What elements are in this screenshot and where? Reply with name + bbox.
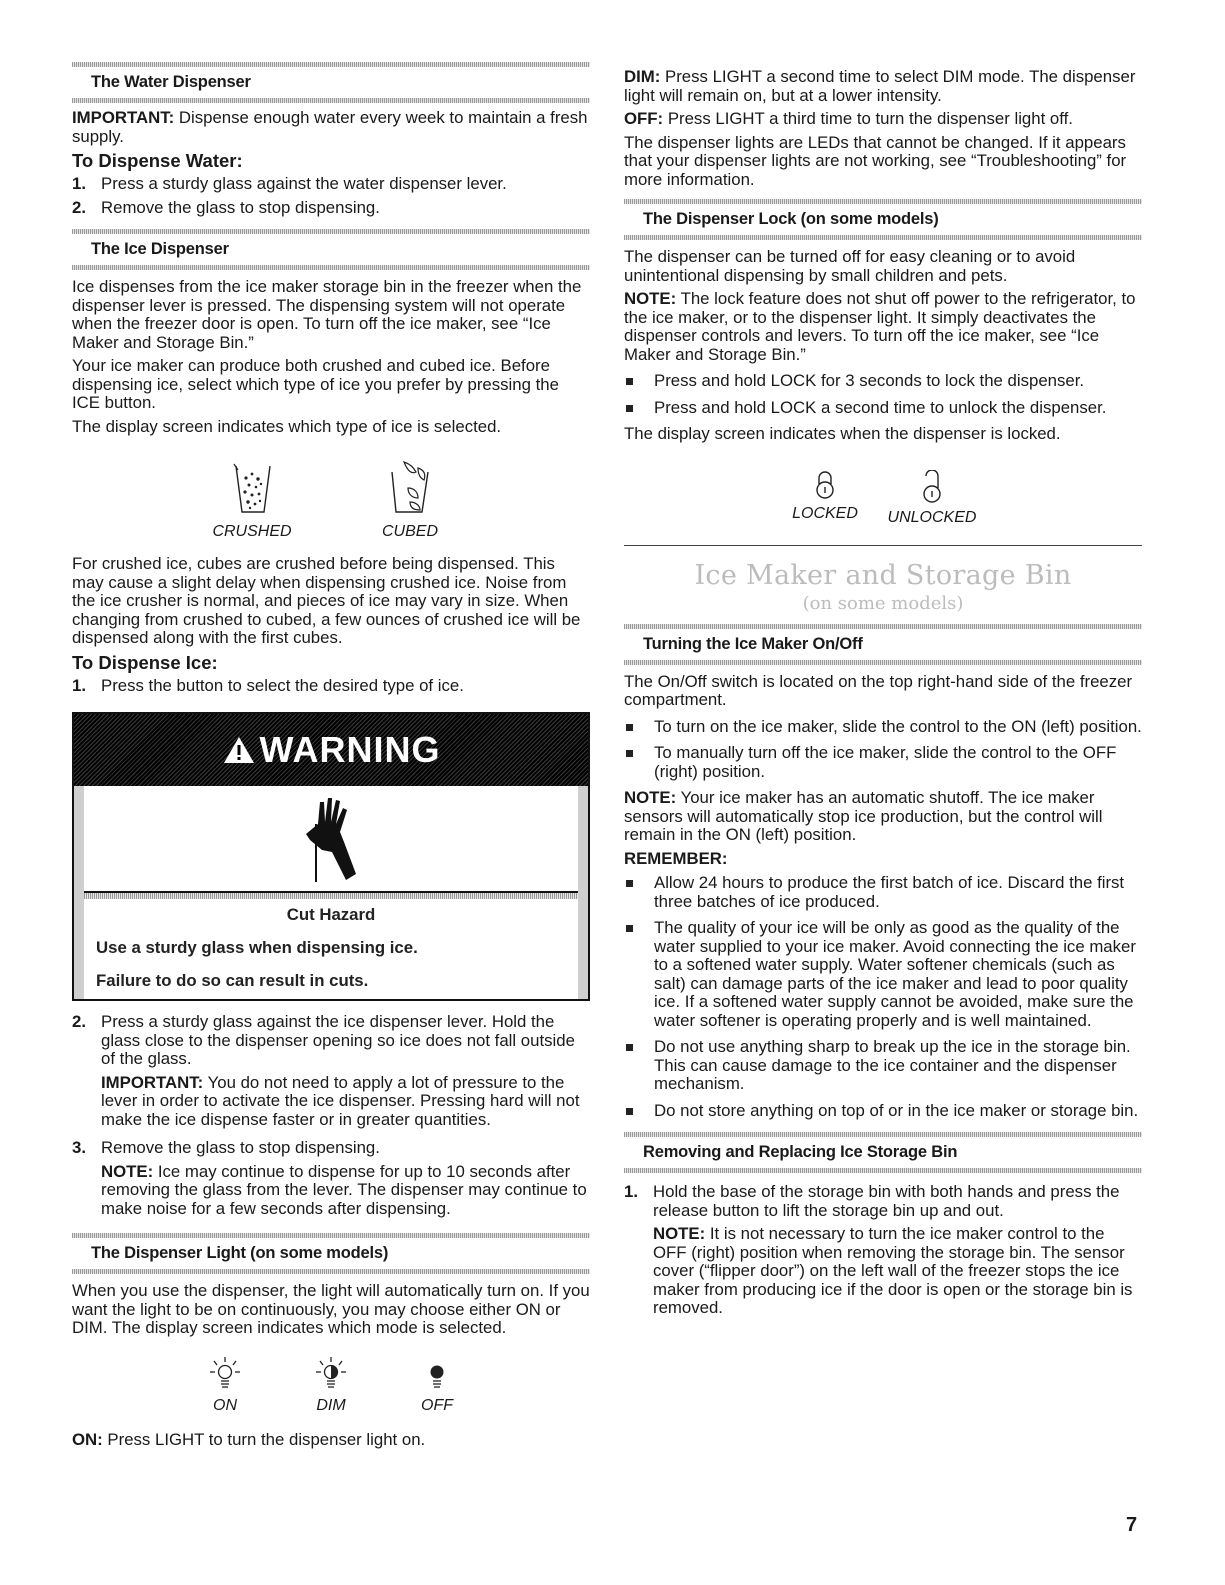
lock-icons <box>624 470 1142 527</box>
section-divider <box>624 545 1142 546</box>
locked-icon <box>814 470 836 500</box>
unlocked-caption: UNLOCKED <box>887 508 977 526</box>
warning-body <box>74 786 588 999</box>
section-rule <box>72 1269 590 1274</box>
warning-box <box>72 712 590 1001</box>
dim-option <box>290 1356 372 1415</box>
subheading: To Dispense Water: <box>72 150 243 171</box>
section-rule <box>624 1168 1142 1173</box>
unlocked-option <box>877 470 987 527</box>
step-note: NOTE: Ice may continue to dispense for up to 10 seconds after removing the glass from the lever. The dispenser may continue to make noise for a few seconds after dispensing. <box>101 1161 587 1218</box>
subheading: To Dispense Ice: <box>72 651 218 673</box>
dispenser-lock-header <box>624 199 1142 240</box>
locked-caption: LOCKED <box>792 504 858 522</box>
off-paragraph: OFF: Press LIGHT a third time to turn the dispenser light off. <box>624 109 1073 128</box>
on-paragraph: ON: Press LIGHT to turn the dispenser light on. <box>72 1429 426 1449</box>
dim-paragraph: DIM: Press LIGHT a second time to select DIM mode. The dispenser light will remain on, but at a lower intensity. <box>624 67 1136 105</box>
warning-triangle-icon <box>222 735 256 765</box>
cubed-ice-icon <box>386 458 434 518</box>
crushed-caption: CRUSHED <box>212 523 292 540</box>
step: 2. Remove the glass to stop dispensing. <box>72 197 380 217</box>
water-dispenser-header <box>72 62 590 103</box>
hazard-title: Cut Hazard <box>286 905 376 924</box>
right-column <box>624 68 1142 1328</box>
page-number: 7 <box>1126 1514 1138 1536</box>
dim-caption: DIM <box>316 1396 346 1414</box>
paragraph: The display screen indicates which type of ice is selected. <box>72 416 502 436</box>
step-note: IMPORTANT: You do not need to apply a lot of pressure to the lever in order to activate the ice dispenser. Pressing hard will not make the ice dispense faster or in greater quantities. <box>101 1072 580 1129</box>
warning-text <box>84 899 578 999</box>
step: 2. Press a sturdy glass against the ice dispenser lever. Hold the glass close to the dispenser opening so ice does not fall outside of the glass. IMPORTANT: You do not need to apply a lot of pressure to the lever in order to activate the ice dispenser. Pressing hard will not make the ice dispense faster or in greater quantities. <box>72 1013 590 1134</box>
turning-header <box>624 624 1142 665</box>
hazard-line: Use a sturdy glass when dispensing ice. <box>96 938 418 957</box>
bullet-item: Press and hold LOCK a second time to unlock the dispenser. <box>624 399 1142 418</box>
bullet-item: The quality of your ice will be only as good as the quality of the water supplied to your ice maker. Avoid connecting the ice maker to a softened water supply. Water softener chemicals (such as salt) can damage parts of the ice maker and lead to poor quality ice. If a softened water supply cannot be avoided, make sure the water softener is operating properly and is well maintained. <box>624 919 1142 1030</box>
cubed-caption: CUBED <box>381 523 438 540</box>
bullet-item: To manually turn off the ice maker, slide the control to the OFF (right) position. <box>624 744 1142 781</box>
note-paragraph: NOTE: Your ice maker has an automatic shutoff. The ice maker sensors will automatically stop ice production, but the control will remain in the ON (left) position. <box>624 788 1103 844</box>
on-option <box>184 1356 266 1415</box>
paragraph: Your ice maker can produce both crushed and cubed ice. Before dispensing ice, select which type of ice you prefer by pressing the ICE button. <box>72 356 559 412</box>
section-title: The Dispenser Lock (on some models) <box>643 210 939 228</box>
step: 1. Press a sturdy glass against the water dispenser lever. <box>72 174 507 193</box>
bullet-item: Do not store anything on top of or in the ice maker or storage bin. <box>624 1102 1142 1121</box>
note-paragraph: NOTE: The lock feature does not shut off power to the refrigerator, to the ice maker, or to the dispenser light. It simply deactivates the dispenser controls and levers. To turn off the ice maker, see “Ice Maker and Storage Bin.” <box>624 289 1136 364</box>
paragraph: The dispenser can be turned off for easy cleaning or to avoid unintentional dispensing by small children and pets. <box>624 247 1076 285</box>
warning-title: WARNING <box>259 729 441 770</box>
paragraph: The dispenser lights are LEDs that cannot be changed. If it appears that your dispenser lights are not working, see “Troubleshooting” for more information. <box>624 132 1127 189</box>
section-rule <box>624 235 1142 240</box>
dispenser-light-header <box>72 1233 590 1274</box>
paragraph: The On/Off switch is located on the top right-hand side of the freezer compartment. <box>624 671 1133 709</box>
on-caption: ON <box>213 1396 237 1414</box>
step: 3. Remove the glass to stop dispensing. NOTE: Ice may continue to dispense for up to 10 seconds after removing the glass from the lever. The dispenser may continue to make noise for a few seconds after dispensing. <box>72 1139 590 1223</box>
crushed-ice-icon <box>230 458 274 518</box>
step: 1. Press the button to select the desired type of ice. <box>72 675 464 695</box>
step: 1. Hold the base of the storage bin with both hands and press the release button to lift the storage bin up and out. NOTE: It is not necessary to turn the ice maker control to the OFF (right) position when removing the storage bin. The sensor cover (“flipper door”) on the left wall of the freezer stops the ice maker from producing ice if the door is open or the storage bin is removed. <box>624 1183 1142 1323</box>
section-title: The Water Dispenser <box>91 73 251 91</box>
step-note: NOTE: It is not necessary to turn the ice maker control to the OFF (right) position when removing the storage bin. The sensor cover (“flipper door”) on the left wall of the freezer stops the ice maker from producing ice if the door is open or the storage bin is removed. <box>653 1224 1133 1317</box>
unlocked-icon <box>921 470 943 504</box>
ice-maker-subtitle: (on some models) <box>802 592 964 614</box>
off-caption: OFF <box>421 1396 453 1414</box>
bulb-on-icon <box>208 1356 242 1392</box>
bulb-off-icon <box>420 1356 454 1392</box>
section-rule <box>72 98 590 103</box>
section-rule <box>624 660 1142 665</box>
warning-header <box>74 714 588 786</box>
removing-bin-header <box>624 1132 1142 1173</box>
left-column <box>72 62 590 1454</box>
cubed-option <box>360 458 460 541</box>
off-option <box>396 1356 478 1415</box>
locked-option <box>779 470 871 527</box>
light-mode-icons <box>72 1356 590 1415</box>
bullet-item: Do not use anything sharp to break up the ice in the storage bin. This can cause damage to the ice container and the dispenser mechanism. <box>624 1038 1142 1094</box>
ice-maker-title: Ice Maker and Storage Bin <box>694 559 1072 591</box>
section-title: Turning the Ice Maker On/Off <box>643 634 863 653</box>
paragraph: Ice dispenses from the ice maker storage bin in the freezer when the dispenser lever is pressed. The dispensing system will not operate when the freezer door is open. To turn off the ice maker, see “Ice Maker and Storage Bin.” <box>72 277 582 352</box>
section-title: The Ice Dispenser <box>91 240 229 258</box>
section-rule <box>72 265 590 270</box>
remember-label: REMEMBER: <box>624 848 728 868</box>
bullet-item: To turn on the ice maker, slide the control to the ON (left) position. <box>624 718 1142 737</box>
paragraph: The display screen indicates when the dispenser is locked. <box>624 424 1061 443</box>
bullet-item: Press and hold LOCK for 3 seconds to lock the dispenser. <box>624 372 1142 391</box>
bullet-item: Allow 24 hours to produce the first batch of ice. Discard the first three batches of ice produced. <box>624 874 1142 911</box>
ice-type-icons <box>72 458 590 541</box>
hazard-line: Failure to do so can result in cuts. <box>96 971 369 990</box>
warning-image <box>84 786 578 893</box>
important-paragraph: IMPORTANT: Dispense enough water every week to maintain a fresh supply. <box>72 108 588 146</box>
section-title: Removing and Replacing Ice Storage Bin <box>643 1143 958 1161</box>
paragraph: When you use the dispenser, the light will automatically turn on. If you want the light to be on continuously, you may choose either ON or DIM. The display screen indicates which mode is selected. <box>72 1281 590 1337</box>
section-title: The Dispenser Light (on some models) <box>91 1244 389 1262</box>
crushed-option <box>202 458 302 541</box>
ice-dispenser-header <box>72 229 590 270</box>
cut-hand-icon <box>296 794 366 884</box>
bulb-dim-icon <box>314 1356 348 1392</box>
paragraph: For crushed ice, cubes are crushed before being dispensed. This may cause a slight delay when dispensing crushed ice. Noise from the ice crusher is normal, and pieces of ice may vary in size. When changing from crushed to cubed, a few ounces of crushed ice will be dispensed along with the first cubes. <box>72 554 581 647</box>
